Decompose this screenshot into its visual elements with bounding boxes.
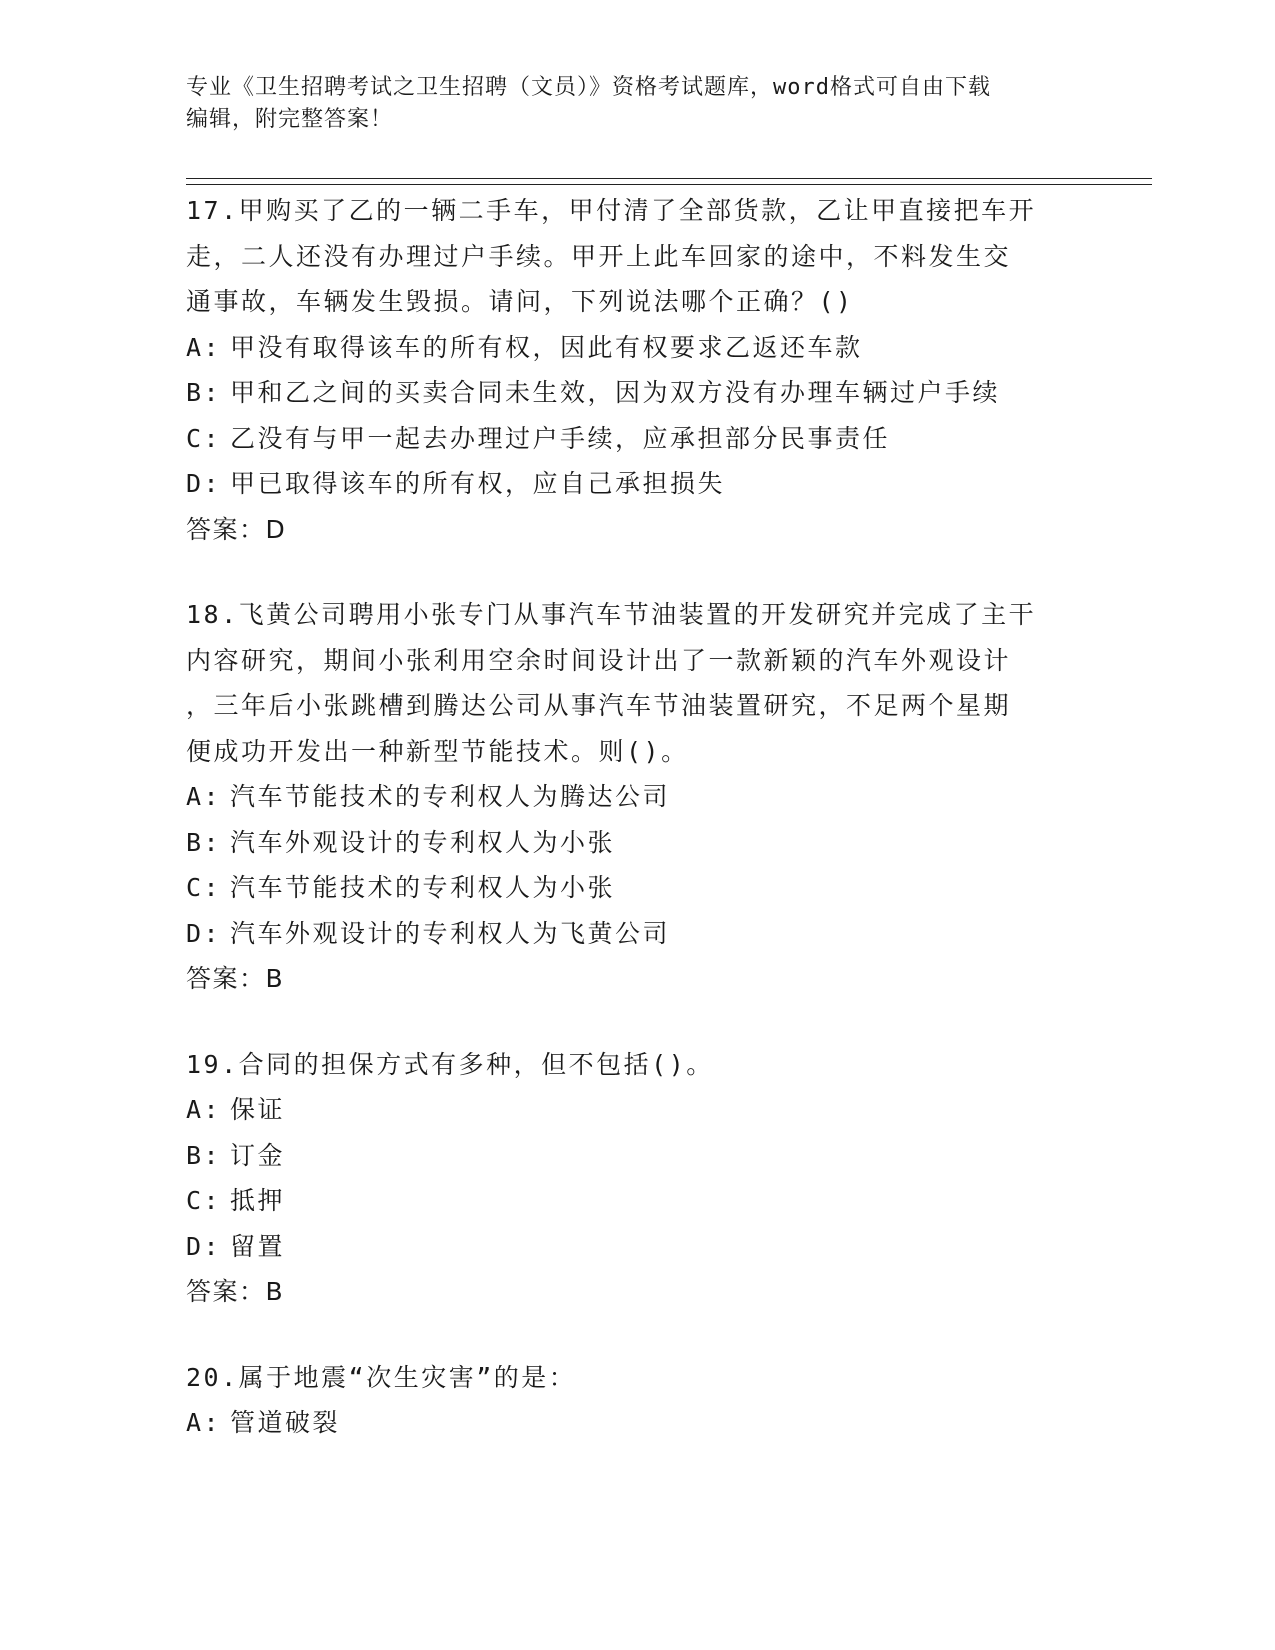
- option-text: 抵押: [230, 1186, 286, 1215]
- question-text-line: ，三年后小张跳槽到腾达公司从事汽车节油装置研究，不足两个星期: [186, 691, 1012, 720]
- option-a: [186, 1400, 1086, 1446]
- option-a: [186, 325, 1086, 371]
- option-letter: B:: [186, 378, 222, 407]
- question-18: [186, 592, 1086, 1002]
- option-letter: A:: [186, 1408, 222, 1437]
- answer-line: 答案：B: [186, 964, 285, 993]
- option-letter: C:: [186, 1186, 222, 1215]
- option-d: [186, 1224, 1086, 1270]
- option-letter: C:: [186, 423, 222, 453]
- header-divider-top: [186, 178, 1152, 179]
- option-letter: A:: [186, 782, 222, 811]
- option-a: [186, 1087, 1086, 1133]
- option-text: 管道破裂: [230, 1408, 341, 1437]
- option-letter: A:: [186, 1095, 222, 1124]
- header-line-1: 专业《卫生招聘考试之卫生招聘（文员）》资格考试题库，word格式可自由下载: [186, 75, 991, 100]
- option-text: 留置: [230, 1231, 286, 1261]
- question-20: [186, 1355, 1086, 1446]
- option-text: 订金: [230, 1140, 286, 1170]
- option-text: 汽车节能技术的专利权人为小张: [230, 873, 616, 902]
- option-d: [186, 911, 1086, 957]
- option-letter: B:: [186, 827, 222, 857]
- option-letter: D:: [186, 469, 222, 498]
- option-text: 汽车外观设计的专利权人为飞黄公司: [230, 918, 671, 948]
- option-letter: D:: [186, 918, 222, 948]
- option-letter: A:: [186, 332, 222, 362]
- option-b: [186, 1133, 1086, 1179]
- question-text-line: 便成功开发出一种新型节能技术。则()。: [186, 736, 689, 766]
- option-text: 甲和乙之间的买卖合同未生效，因为双方没有办理车辆过户手续: [230, 378, 1001, 407]
- option-letter: D:: [186, 1231, 222, 1261]
- question-text: [186, 188, 1086, 325]
- question-text-line: 内容研究，期间小张利用空余时间设计出了一款新颖的汽车外观设计: [186, 645, 1012, 675]
- document-header: [186, 72, 1066, 136]
- question-text-line: 走，二人还没有办理过户手续。甲开上此车回家的途中，不料发生交: [186, 241, 1012, 271]
- option-text: 汽车外观设计的专利权人为小张: [230, 827, 616, 857]
- question-text-line: 18.飞黄公司聘用小张专门从事汽车节油装置的开发研究并完成了主干: [186, 600, 1037, 629]
- option-text: 甲没有取得该车的所有权，因此有权要求乙返还车款: [230, 332, 863, 362]
- question-text-line: 19.合同的担保方式有多种，但不包括()。: [186, 1049, 714, 1079]
- option-letter: C:: [186, 873, 222, 902]
- option-letter: B:: [186, 1140, 222, 1170]
- answer-line: 答案：D: [186, 514, 287, 544]
- question-text-line: 20.属于地震“次生灾害”的是：: [186, 1362, 577, 1392]
- option-c: [186, 1178, 1086, 1224]
- option-d: [186, 461, 1086, 507]
- question-text: [186, 592, 1086, 774]
- option-text: 汽车节能技术的专利权人为腾达公司: [230, 782, 671, 811]
- option-c: [186, 865, 1086, 911]
- option-a: [186, 774, 1086, 820]
- question-list: [186, 188, 1086, 1486]
- option-text: 乙没有与甲一起去办理过户手续，应承担部分民事责任: [230, 423, 891, 453]
- option-b: [186, 370, 1086, 416]
- option-text: 甲已取得该车的所有权，应自己承担损失: [230, 469, 726, 498]
- question-text-line: 17.甲购买了乙的一辆二手车，甲付清了全部货款，乙让甲直接把车开: [186, 196, 1037, 225]
- option-text: 保证: [230, 1095, 286, 1124]
- header-line-2: 编辑，附完整答案！: [186, 107, 394, 132]
- question-text: [186, 1355, 1086, 1401]
- question-text: [186, 1042, 1086, 1088]
- question-17: [186, 188, 1086, 552]
- question-19: [186, 1042, 1086, 1315]
- header-divider-bottom: [186, 184, 1152, 185]
- option-b: [186, 820, 1086, 866]
- question-text-line: 通事故，车辆发生毁损。请问，下列说法哪个正确？(): [186, 287, 854, 316]
- answer-line: 答案：B: [186, 1277, 285, 1306]
- option-c: [186, 416, 1086, 462]
